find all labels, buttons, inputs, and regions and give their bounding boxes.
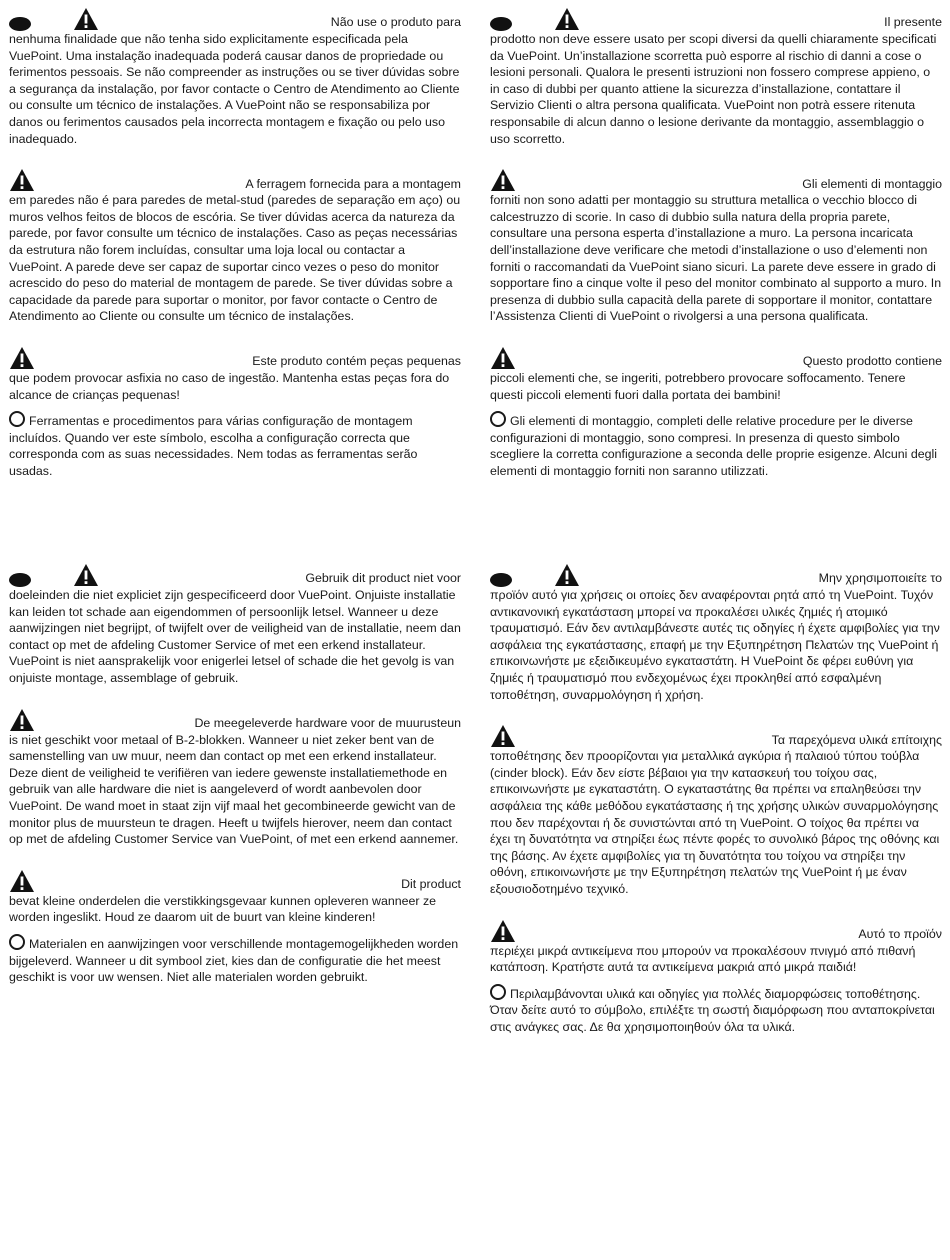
warning-body-text: προϊόν αυτό για χρήσεις οι οποίες δεν αναφέρονται ρητά από τη VuePoint. Τυχόν αντικανονική εγκατάσταση μπορεί να προκαλέσει υλικές ζημιές ή ατομικό τραυματισμό. Εάν δεν αντιλαμβάνεστε αυτές τις οδηγίες ή έχετε αμφιβολίες για την ασφάλεια της εγκατάστασης, επαφή με την Εξυπηρέτηση Πελατών της VuePoint ή επικοινωνήστε με εξειδικευμένο εγκαταστάτη. Η VuePoint δε φέρει ευθύνη για ζημιές ή τραυματισμό που ενδεχομένως έχει προκληθεί από εσφαλμένη τοποθέτηση, συναρμολόγηση ή χρήση.	[490, 588, 940, 702]
warning-lead-text: Αυτό το προϊόν	[858, 926, 942, 941]
section-dutch	[9, 568, 461, 986]
warning-body-text: περιέχει μικρά αντικείμενα που μπορούν να προκαλέσουν πνιγμό από πιθανή κατάποση. Κρατήστε αυτά τα αντικείμενα μακριά από μικρά παιδιά!	[490, 943, 916, 975]
warning-icon	[9, 869, 35, 893]
warning-body-text: em paredes não é para paredes de metal-stud (paredes de separação em aço) ou muros velhos feitos de blocos de escória. Se tiver dúvidas acerca da natureza da parede, por favor consulte um técnico de instalações. Caso as peças necessárias da estrutura não forem incluídas, consultar uma loja local ou contactar a VuePoint. A parede deve ser capaz de suportar cinco vezes o peso do monitor acrescido do peso do material de montagem de parede. Se tiver dúvidas sobre a capacidade da parede para suportar o monitor, por favor contacte o Centro de Atendimento ao Cliente ou consulte um técnico de instalações.	[9, 193, 461, 324]
language-marker-icon	[490, 17, 512, 31]
language-marker-icon	[9, 573, 31, 587]
warning-body-text: prodotto non deve essere usato per scopi diversi da quelli chiaramente specificati da VuePoint. Un’installazione scorretta può esporre al rischio di danni a cose o lesioni personali. Qualora le presenti istruzioni non fossero comprese appieno, o in caso di dubbi per quanto attiene la sicurezza d’installazione, contattare il Servizio Clienti o altra persona qualificata. VuePoint non potrà essere ritenuta responsabile di alcun danno o lesione derivante da montaggio, assemblaggio o uso scorretto.	[490, 32, 937, 146]
warning-lead-text: Questo prodotto contiene	[802, 354, 942, 369]
language-marker-icon	[490, 573, 512, 587]
hardware-warning	[490, 173, 942, 325]
tools-note-text: Materialen en aanwijzingen voor verschillende montagemogelijkheden worden bijgeleverd. Wanneer u dit symbool ziet, kies dan de configuratie die het meest geschikt is voor uw wensen. Niet alle materialen worden gebruikt.	[9, 936, 459, 985]
tools-note-text: Περιλαμβάνονται υλικά και οδηγίες για πολλές διαμορφώσεις τοποθέτησης. Όταν δείτε αυτό το σύμβολο, επιλέξτε τη σωστή διαμόρφωση που ανταποκρίνεται στις ανάγκες σας. Δε θα χρησιμοποιηθούν όλα τα υλικά.	[490, 986, 935, 1034]
general-warning	[9, 12, 461, 147]
warning-icon	[73, 7, 99, 31]
warning-body-text: forniti non sono adatti per montaggio su struttura metallica o vecchio blocco di calcestruzzo di scorie. In caso di dubbio sulla natura della propria parete, consultare una persona esperta d’installazione a muro. La persona incaricata dell’installazione deve verificare che metodi d’installazione o uso d’elementi non forniti o raccomandati da VuePoint siano sicuri. La parete deve essere in grado di sopportare fino a cinque volte il peso del monitor combinato al supporto a muro. In presenza di dubbio sulla capacità della parete di sopportare il monitor, contattare l’Assistenza Clienti di VuePoint o rivolgersi a una persona qualificata.	[490, 193, 942, 324]
warning-body-text: que podem provocar asfixia no caso de ingestão. Mantenha estas peças fora do alcance de crianças pequenas!	[9, 370, 450, 402]
warning-lead-text: Μην χρησιμοποιείτε το	[818, 571, 942, 586]
small-parts-warning	[490, 924, 942, 976]
general-warning	[9, 568, 461, 687]
general-warning	[490, 568, 942, 703]
warning-icon	[490, 168, 516, 192]
section-greek	[490, 568, 942, 1035]
warning-body-text: piccoli elementi che, se ingeriti, potrebbero provocare soffocamento. Tenere questi piccoli elementi fuori dalla portata dei bambini!	[490, 370, 906, 402]
circle-symbol-icon	[490, 984, 506, 1000]
circle-symbol-icon	[9, 934, 25, 950]
hardware-warning	[9, 173, 461, 325]
warning-lead-text: A ferragem fornecida para a montagem	[245, 176, 461, 191]
hardware-warning	[9, 713, 461, 848]
tools-note	[9, 411, 461, 479]
warning-body-text: is niet geschikt voor metaal of B-2-blokken. Wanneer u niet zeker bent van de samenstelling van uw muur, neem dan contact op met een erkend installateur. Deze dient de veiligheid te verifiëren van iedere gewenste installatiemethode en gebruik van alle hardware die niet is aangeleverd of wordt aanbevolen door VuePoint. De wand moet in staat zijn vijf maal het gecombineerde gewicht van de monitor plus de muursteun te dragen. Heeft u twijfels hierover, neem dan contact op met de afdeling Customer Service van VuePoint, of met een erkend aannemer.	[9, 732, 459, 847]
hardware-warning	[490, 729, 942, 897]
warning-body-text: doeleinden die niet expliciet zijn gespecificeerd door VuePoint. Onjuiste installatie kan leiden tot schade aan eigendommen of persoonlijk letsel. Wanneer u deze aanwijzingen niet begrijpt, of twijfelt over de veiligheid van de installatie, neem dan contact op met de afdeling Customer Service of met een erkend installateur. VuePoint is niet aansprakelijk voor enigerlei letsel of schade die het gevolg is van onjuiste montage, assemblage of gebruik.	[9, 588, 461, 685]
circle-symbol-icon	[9, 411, 25, 427]
small-parts-warning	[9, 874, 461, 926]
warning-lead-text: Dit product	[401, 877, 461, 892]
warning-icon	[9, 168, 35, 192]
language-marker-icon	[9, 17, 31, 31]
warning-lead-text: Gli elementi di montaggio	[802, 176, 942, 191]
tools-note	[490, 411, 942, 479]
warning-lead-text: Gebruik dit product niet voor	[305, 571, 461, 586]
warning-lead-text: Τα παρεχόμενα υλικά επίτοιχης	[771, 732, 942, 747]
tools-note-text: Gli elementi di montaggio, completi delle relative procedure per le diverse configurazioni di montaggio, sono compresi. In presenza di questo simbolo scegliere la corretta configurazione a seconda delle proprie esigenze. Alcuni degli elementi di montaggio forniti non saranno utilizzati.	[490, 414, 938, 478]
warning-icon	[490, 919, 516, 943]
section-portuguese	[9, 12, 461, 479]
tools-note	[9, 934, 461, 986]
warning-lead-text: De meegeleverde hardware voor de muurusteun	[194, 715, 461, 730]
warning-body-text: bevat kleine onderdelen die verstikkingsgevaar kunnen opleveren wanneer ze worden ingeslikt. Houd ze daarom uit de buurt van kleine kinderen!	[9, 893, 437, 925]
small-parts-warning	[490, 351, 942, 403]
warning-icon	[73, 563, 99, 587]
small-parts-warning	[9, 351, 461, 403]
warning-lead-text: Este produto contém peças pequenas	[252, 354, 461, 369]
general-warning	[490, 12, 942, 147]
warning-body-text: nenhuma finalidade que não tenha sido explicitamente especificada pela VuePoint. Uma instalação inadequada poderá causar danos de propriedade ou ferimentos pessoais. Se não compreender as instruções ou se tiver dúvidas sobre a segurança da instalação, por favor contacte o Centro de Atendimento ao Cliente ou consulte um técnico de instalações. A VuePoint não se responsabiliza por danos ou ferimentos causados pela incorrecta montagem e fixação ou pelo uso inadequado.	[9, 32, 460, 146]
warning-icon	[490, 724, 516, 748]
tools-note-text: Ferramentas e procedimentos para várias configuração de montagem incluídos. Quando ver este símbolo, escolha a configuração correcta que corresponda com as suas necessidades. Nem todas as ferramentas serão usadas.	[9, 414, 418, 478]
warning-icon	[9, 708, 35, 732]
warning-icon	[490, 346, 516, 370]
warning-icon	[554, 563, 580, 587]
warning-lead-text: Não use o produto para	[330, 15, 461, 30]
warning-body-text: τοποθέτησης δεν προορίζονται για μεταλλικά αγκύρια ή παλαιού τύπου τούβλα (cinder block). Εάν δεν είστε βέβαιοι για την κατασκευή του τοίχου σας, επικοινωνήστε με εγκαταστάτη. Ο εγκαταστάτης θα πρέπει να επαληθεύσει την ασφάλεια της κάθε μεθόδου εγκατάστασης ή της χρήσης υλικών συναρμολόγησης που δεν παρέχονται ή δε συνιστώνται από τη VuePoint. Ο τοίχος θα πρέπει να έχει τη δυνατότητα να στηρίξει έως πέντε φορές το συνολικό βάρος της οθόνης και της βάσης. Αν έχετε αμφιβολίες για τη δυνατότητα του τοίχου να στηρίξει την οθόνη, επικοινωνήστε με την Εξυπηρέτηση πελατών της VuePoint ή με έναν εξουσιοδοτημένο τεχνικό.	[490, 749, 940, 896]
section-italian	[490, 12, 942, 479]
warning-icon	[9, 346, 35, 370]
tools-note	[490, 984, 942, 1036]
warning-lead-text: Il presente	[884, 15, 942, 30]
circle-symbol-icon	[490, 411, 506, 427]
warning-icon	[554, 7, 580, 31]
